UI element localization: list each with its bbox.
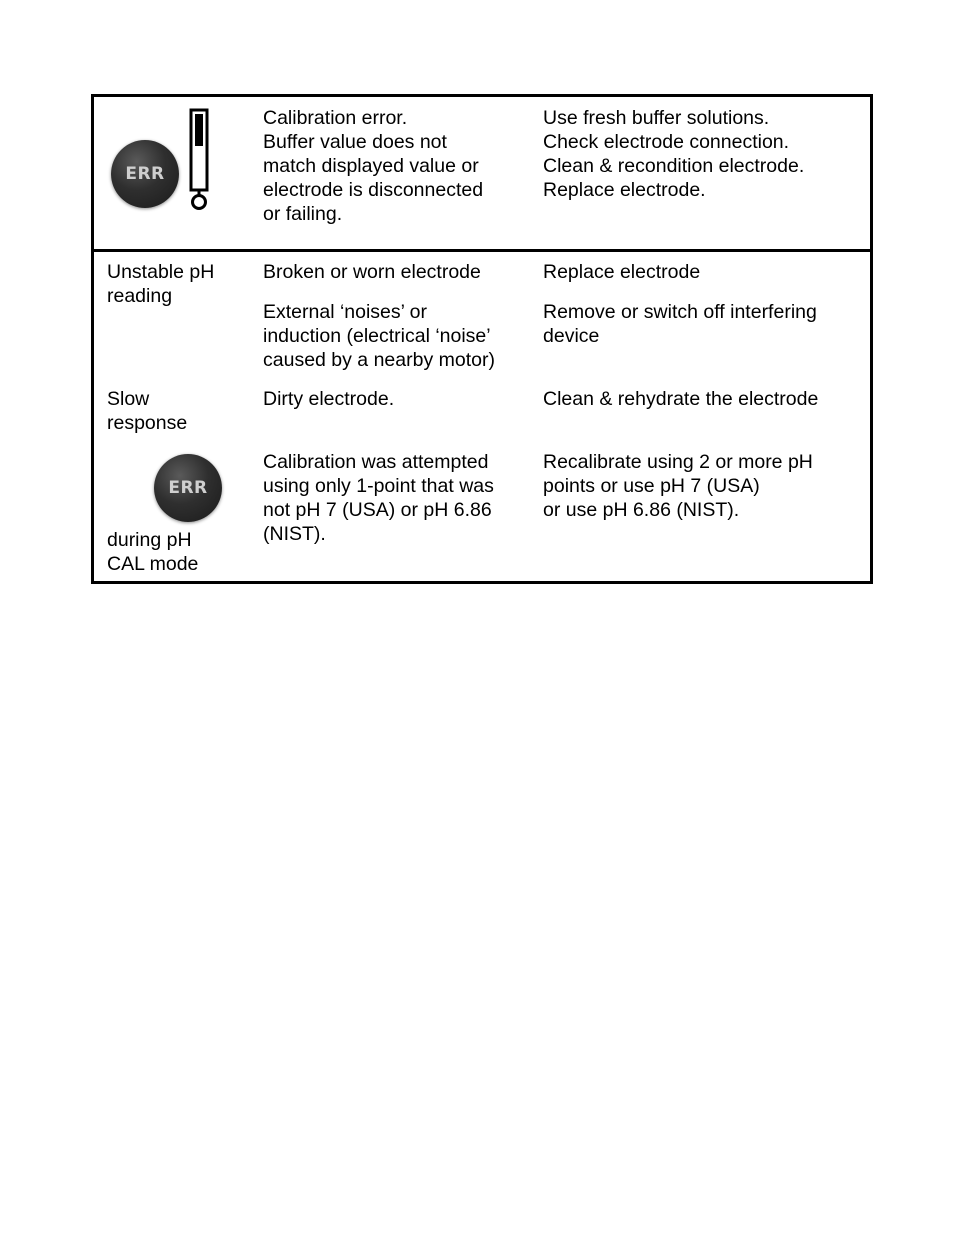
err-icon-label: ERR — [125, 164, 165, 184]
err-icon — [154, 454, 222, 522]
row-3-remedy: Remove or switch off interfering device — [543, 301, 817, 347]
row-4-problem: Slow response — [107, 388, 188, 434]
row-5-remedy: Recalibrate using 2 or more pH points or use pH 7 (USA) or use pH 6.86 (NIST). — [543, 451, 813, 521]
row-4-cause: Dirty electrode. — [263, 388, 395, 410]
row-1-cause: Calibration error. Buffer value does not match displayed value or electrode is disconnected or failing. — [263, 107, 484, 225]
row-2-problem: Unstable pH reading — [107, 261, 215, 307]
row-divider — [94, 249, 870, 252]
row-2-cause: Broken or worn electrode — [263, 261, 481, 283]
troubleshooting-table — [91, 94, 873, 584]
row-2-remedy: Replace electrode — [543, 261, 701, 283]
row-5-problem: during pH CAL mode — [107, 529, 199, 575]
row-4-remedy: Clean & rehydrate the electrode — [543, 388, 819, 410]
err-icon-label: ERR — [168, 478, 208, 498]
row-3-cause: External ‘noises’ or induction (electrical ‘noise’ caused by a nearby motor) — [263, 301, 495, 371]
err-icon — [111, 140, 179, 208]
row-1-remedy: Use fresh buffer solutions. Check electrode connection. Clean & recondition electrode. Replace electrode. — [543, 107, 805, 201]
row-5-cause: Calibration was attempted using only 1-point that was not pH 7 (USA) or pH 6.86 (NIST). — [263, 451, 494, 545]
electrode-icon — [187, 108, 213, 212]
